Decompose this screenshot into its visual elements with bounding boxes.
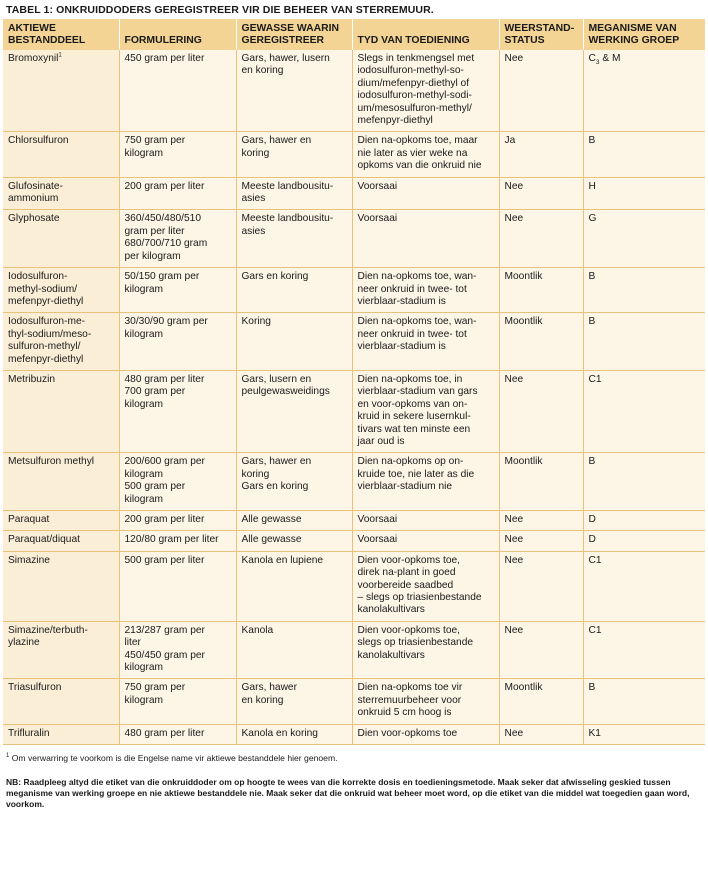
- cell-application-timing: [352, 50, 499, 132]
- cell-formulation: [119, 551, 236, 621]
- cell-formulation: [119, 177, 236, 210]
- cell-active-ingredient-text: Bromoxynil: [8, 53, 59, 64]
- cell-application-timing-text: Slegs in tenkmengsel met iodosulfuron-methyl-so- dium/mefenpyr-diethyl of iodosulfuron-methyl-sodi- um/mesosulfuron-methyl/ mefenpyr-diethyl: [357, 53, 475, 127]
- cell-formulation-text: 450 gram per liter: [124, 53, 205, 64]
- cell-mode-of-action-group-text: D: [588, 534, 596, 546]
- cell-registered-crops: [236, 453, 352, 511]
- cell-application-timing: [352, 268, 499, 313]
- cell-resistance-status: [499, 511, 583, 531]
- table-row: [3, 621, 705, 679]
- cell-application-timing: [352, 453, 499, 511]
- cell-active-ingredient: [3, 132, 119, 177]
- header-application-timing: TYD VAN TOEDIENING: [352, 19, 499, 50]
- cell-registered-crops-text: Kanola: [241, 624, 274, 636]
- cell-active-ingredient-text: Triasulfuron: [8, 682, 62, 694]
- table-title: TABEL 1: ONKRUIDDODERS GEREGISTREER VIR DIE BEHEER VAN STERREMUUR.: [6, 4, 434, 16]
- cell-resistance-status-text: Moontlik: [504, 456, 543, 468]
- cell-application-timing-text: Voorsaai: [357, 213, 398, 225]
- cell-formulation: [119, 370, 236, 452]
- cell-application-timing-text: Dien na-opkoms toe vir sterremuurbeheer voor onkruid 5 cm hoog is: [357, 682, 463, 719]
- cell-resistance-status: [499, 268, 583, 313]
- cell-formulation: [119, 511, 236, 531]
- cell-resistance-status-text: Nee: [504, 180, 524, 192]
- cell-resistance-status-text: Nee: [504, 373, 524, 385]
- cell-active-ingredient-text: Simazine/terbuth- ylazine: [8, 624, 88, 649]
- cell-active-ingredient-text: Glyphosate: [8, 213, 60, 225]
- cell-mode-of-action-group-text: B: [588, 271, 596, 283]
- cell-active-ingredient-text: Iodosulfuron- methyl-sodium/ mefenpyr-diethyl: [8, 271, 84, 307]
- footnote: [6, 753, 705, 763]
- cell-mode-of-action-group: [583, 50, 705, 132]
- cell-resistance-status-text: Nee: [504, 514, 524, 525]
- cell-mode-of-action-group-text: C: [588, 53, 596, 64]
- cell-resistance-status: [499, 210, 583, 268]
- cell-registered-crops-text: Gars en koring: [241, 271, 309, 283]
- cell-mode-of-action-group: [583, 453, 705, 511]
- cell-registered-crops: [236, 679, 352, 724]
- cell-resistance-status-text: Nee: [504, 554, 524, 566]
- footnote-marker: 1: [6, 753, 10, 760]
- cell-resistance-status: [499, 531, 583, 551]
- cell-formulation-text: 480 gram per liter: [124, 727, 205, 739]
- cell-resistance-status: [499, 370, 583, 452]
- cell-formulation: [119, 210, 236, 268]
- cell-registered-crops: [236, 724, 352, 744]
- cell-mode-of-action-group-text: B: [588, 135, 596, 147]
- cell-registered-crops-text: Gars, lusern en peulgewasweidings: [241, 373, 330, 398]
- table-row: [3, 679, 705, 724]
- cell-application-timing: [352, 210, 499, 268]
- cell-formulation: [119, 724, 236, 744]
- cell-application-timing: [352, 132, 499, 177]
- cell-resistance-status-text: Nee: [504, 534, 524, 546]
- cell-formulation-text: 500 gram per liter: [124, 554, 205, 566]
- cell-application-timing-text: Dien na-opkoms toe, maar nie later as vier weke na opkoms van die onkruid nie: [357, 135, 482, 172]
- header-active-ingredient: AKTIEWE BESTANDDEEL: [3, 19, 119, 50]
- cell-active-ingredient-text: Iodosulfuron-me- thyl-sodium/meso- sulfuron-methyl/ mefenpyr-diethyl: [8, 316, 92, 365]
- cell-active-ingredient-text: Metribuzin: [8, 373, 55, 385]
- cell-formulation-text: 213/287 gram per liter 450/450 gram per kilogram: [124, 624, 205, 674]
- cell-mode-of-action-group-text: C1: [588, 624, 602, 636]
- cell-registered-crops-text: Alle gewasse: [241, 534, 302, 546]
- cell-formulation: [119, 313, 236, 371]
- cell-active-ingredient: [3, 531, 119, 551]
- cell-active-ingredient: [3, 370, 119, 452]
- cell-active-ingredient: [3, 210, 119, 268]
- cell-registered-crops: [236, 511, 352, 531]
- cell-formulation-text: 120/80 gram per liter: [124, 534, 219, 546]
- table-row: [3, 724, 705, 744]
- header-registered-crops: GEWASSE WAARIN GEREGISTREER: [236, 19, 352, 50]
- cell-active-ingredient-text: Paraquat/diquat: [8, 534, 80, 546]
- cell-mode-of-action-group: [583, 268, 705, 313]
- footnote-text: Om verwarring te voorkom is die Engelse name vir aktiewe bestanddele hier genoem.: [9, 753, 338, 764]
- cell-application-timing-text: Dien na-opkoms toe, in vierblaar-stadium van gars en voor-opkoms van on- kruid in sekere lusernkul- tivars wat ten minste een jaar oud is: [357, 373, 478, 447]
- cell-resistance-status-text: Moontlik: [504, 316, 543, 328]
- cell-application-timing-text: Dien voor-opkoms toe, direk na-plant in goed voorbereide saadbed – slegs op triasienbestande kanolakultivars: [357, 554, 482, 616]
- table-header: [3, 19, 705, 50]
- table-row: [3, 132, 705, 177]
- cell-formulation: [119, 453, 236, 511]
- cell-application-timing-text: Voorsaai: [357, 514, 398, 525]
- cell-active-ingredient-text: Trifluralin: [8, 727, 50, 739]
- cell-formulation: [119, 50, 236, 132]
- cell-registered-crops-text: Alle gewasse: [241, 514, 302, 525]
- cell-mode-of-action-group-text: G: [588, 213, 597, 225]
- cell-registered-crops-text: Meeste landbousitu- asies: [241, 213, 334, 237]
- cell-active-ingredient: [3, 268, 119, 313]
- cell-mode-of-action-group: [583, 679, 705, 724]
- cell-application-timing: [352, 724, 499, 744]
- cell-mode-of-action-group: [583, 370, 705, 452]
- cell-registered-crops-text: Gars, hawer en koring Gars en koring: [241, 456, 312, 493]
- cell-formulation-text: 360/450/480/510 gram per liter 680/700/710 gram per kilogram: [124, 213, 208, 262]
- cell-resistance-status: [499, 453, 583, 511]
- cell-active-ingredient: [3, 679, 119, 724]
- table-row: [3, 50, 705, 132]
- cell-resistance-status: [499, 621, 583, 679]
- cell-active-ingredient: [3, 511, 119, 531]
- cell-resistance-status-text: Moontlik: [504, 271, 543, 283]
- cell-formulation-text: 200/600 gram per kilogram 500 gram per kilogram: [124, 456, 205, 505]
- header-resistance-status: WEERSTAND- STATUS: [499, 19, 583, 50]
- cell-mode-of-action-group: [583, 724, 705, 744]
- cell-registered-crops: [236, 551, 352, 621]
- cell-application-timing-text: Dien voor-opkoms toe: [357, 727, 458, 739]
- cell-registered-crops: [236, 313, 352, 371]
- cell-formulation: [119, 621, 236, 679]
- cell-resistance-status: [499, 724, 583, 744]
- cell-registered-crops: [236, 210, 352, 268]
- cell-application-timing-text: Dien na-opkoms toe, wan- neer onkruid in twee- tot vierblaar-stadium is: [357, 316, 477, 353]
- cell-active-ingredient-text: Glufosinate- ammonium: [8, 180, 63, 205]
- cell-mode-of-action-group: [583, 132, 705, 177]
- cell-registered-crops: [236, 268, 352, 313]
- cell-resistance-status-text: Ja: [504, 135, 516, 147]
- cell-resistance-status: [499, 679, 583, 724]
- cell-resistance-status-text: Moontlik: [504, 682, 543, 694]
- footnote-reference: 1: [58, 52, 62, 59]
- cell-formulation: [119, 132, 236, 177]
- cell-formulation-text: 480 gram per liter 700 gram per kilogram: [124, 373, 205, 410]
- cell-resistance-status-text: Nee: [504, 624, 524, 636]
- table-row: [3, 268, 705, 313]
- cell-active-ingredient: [3, 177, 119, 210]
- cell-mode-of-action-group: [583, 313, 705, 371]
- cell-formulation-text: 200 gram per liter: [124, 180, 205, 192]
- cell-registered-crops: [236, 177, 352, 210]
- header-row: [3, 19, 705, 50]
- header-mode-of-action-group: MEGANISME VAN WERKING GROEP: [583, 19, 705, 50]
- cell-registered-crops: [236, 621, 352, 679]
- cell-mode-of-action-group-text: K1: [588, 727, 601, 739]
- important-note: NB: Raadpleeg altyd die etiket van die onkruiddoder om op hoogte te wees van die korrekte dosis en toedieningsmetode. Maak seker dat afwisseling geskied tussen meganisme van werking groepe en nie aktiewe bestanddele nie. Maak seker dat die onkruid wat beheer moet word, op die etiket van die middel wat toegedien gaan word, voorkom.: [6, 777, 690, 810]
- herbicide-table: [3, 19, 705, 745]
- cell-mode-of-action-group: [583, 177, 705, 210]
- cell-registered-crops-text: Koring: [241, 316, 271, 328]
- cell-active-ingredient-text: Simazine: [8, 554, 50, 566]
- cell-formulation-text: 200 gram per liter: [124, 514, 205, 525]
- cell-application-timing: [352, 313, 499, 371]
- table-row: [3, 313, 705, 371]
- cell-application-timing: [352, 370, 499, 452]
- table-row: [3, 531, 705, 551]
- cell-mode-of-action-group-text: C1: [588, 554, 602, 566]
- table-row: [3, 453, 705, 511]
- cell-application-timing-text: Voorsaai: [357, 534, 398, 546]
- cell-application-timing-text: Dien voor-opkoms toe, slegs op triasienbestande kanolakultivars: [357, 624, 474, 661]
- cell-application-timing: [352, 177, 499, 210]
- cell-application-timing: [352, 511, 499, 531]
- table-body: [3, 50, 705, 745]
- cell-mode-of-action-group-text: B: [588, 316, 596, 328]
- cell-mode-of-action-group-text: B: [588, 682, 596, 694]
- cell-registered-crops-text: Meeste landbousitu- asies: [241, 180, 334, 205]
- mechanism-subscript: 3: [595, 59, 600, 67]
- cell-resistance-status: [499, 551, 583, 621]
- cell-mode-of-action-group-text: D: [588, 514, 596, 525]
- cell-resistance-status: [499, 313, 583, 371]
- cell-application-timing-text: Voorsaai: [357, 180, 398, 192]
- cell-resistance-status-text: Nee: [504, 213, 524, 225]
- cell-registered-crops-text: Gars, hawer, lusern en koring: [241, 53, 330, 77]
- cell-mode-of-action-group: [583, 531, 705, 551]
- cell-formulation: [119, 679, 236, 724]
- cell-registered-crops: [236, 531, 352, 551]
- cell-formulation: [119, 268, 236, 313]
- cell-resistance-status: [499, 132, 583, 177]
- cell-mode-of-action-group: [583, 551, 705, 621]
- cell-mode-of-action-group: [583, 210, 705, 268]
- mechanism-suffix: & M: [599, 53, 621, 64]
- cell-resistance-status: [499, 50, 583, 132]
- cell-formulation-text: 750 gram per kilogram: [124, 135, 186, 159]
- cell-resistance-status: [499, 177, 583, 210]
- cell-application-timing-text: Dien na-opkoms op on- kruide toe, nie later as die vierblaar-stadium nie: [357, 456, 475, 493]
- cell-active-ingredient: [3, 50, 119, 132]
- table-row: [3, 551, 705, 621]
- cell-active-ingredient: [3, 313, 119, 371]
- cell-active-ingredient-text: Metsulfuron methyl: [8, 456, 95, 468]
- cell-application-timing: [352, 531, 499, 551]
- cell-active-ingredient: [3, 621, 119, 679]
- cell-formulation-text: 30/30/90 gram per kilogram: [124, 316, 208, 340]
- table-row: [3, 511, 705, 531]
- cell-application-timing-text: Dien na-opkoms toe, wan- neer onkruid in twee- tot vierblaar-stadium is: [357, 271, 477, 307]
- cell-mode-of-action-group-text: H: [588, 180, 596, 192]
- cell-mode-of-action-group-text: C1: [588, 373, 602, 385]
- cell-registered-crops-text: Gars, hawer en koring: [241, 682, 297, 706]
- cell-mode-of-action-group: [583, 511, 705, 531]
- cell-active-ingredient: [3, 453, 119, 511]
- cell-active-ingredient-text: Chlorsulfuron: [8, 135, 69, 147]
- cell-formulation: [119, 531, 236, 551]
- cell-application-timing: [352, 621, 499, 679]
- cell-registered-crops-text: Gars, hawer en koring: [241, 135, 312, 159]
- cell-active-ingredient: [3, 724, 119, 744]
- cell-registered-crops-text: Kanola en lupiene: [241, 554, 324, 566]
- cell-mode-of-action-group: [583, 621, 705, 679]
- table-row: [3, 370, 705, 452]
- cell-registered-crops-text: Kanola en koring: [241, 727, 318, 739]
- cell-registered-crops: [236, 370, 352, 452]
- cell-registered-crops: [236, 132, 352, 177]
- cell-resistance-status-text: Nee: [504, 727, 524, 739]
- cell-application-timing: [352, 679, 499, 724]
- header-formulation: FORMULERING: [119, 19, 236, 50]
- cell-formulation-text: 750 gram per kilogram: [124, 682, 186, 706]
- cell-mode-of-action-group-text: B: [588, 456, 596, 468]
- table-row: [3, 177, 705, 210]
- cell-resistance-status-text: Nee: [504, 53, 524, 64]
- cell-active-ingredient-text: Paraquat: [8, 514, 50, 525]
- table-row: [3, 210, 705, 268]
- cell-application-timing: [352, 551, 499, 621]
- cell-registered-crops: [236, 50, 352, 132]
- cell-formulation-text: 50/150 gram per kilogram: [124, 271, 200, 295]
- cell-active-ingredient: [3, 551, 119, 621]
